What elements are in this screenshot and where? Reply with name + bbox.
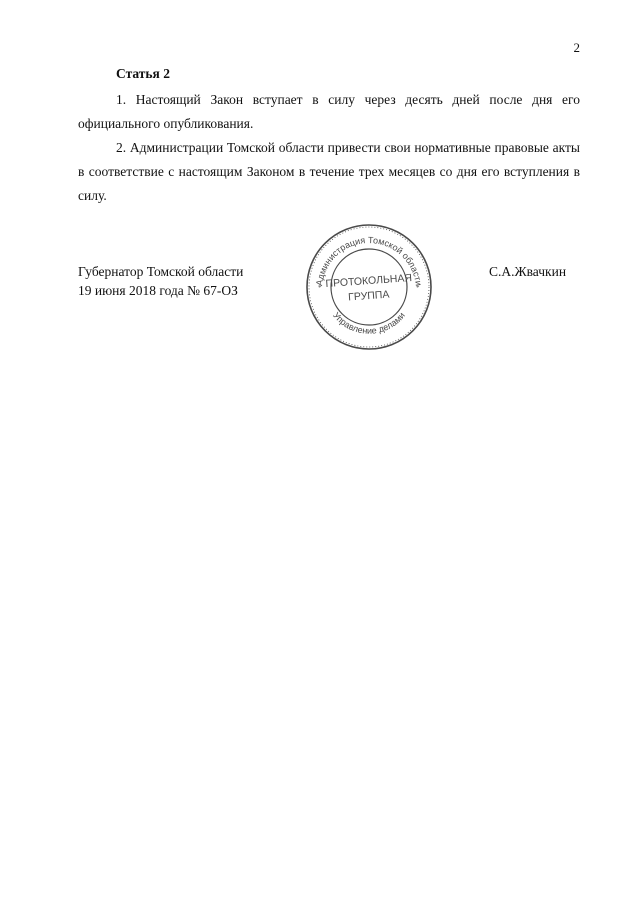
stamp-star-right: * bbox=[416, 284, 420, 292]
stamp-center-line-2: ГРУППА bbox=[347, 288, 390, 304]
stamp-center-line-1: ПРОТОКОЛЬНАЯ bbox=[325, 272, 413, 291]
stamp-top-text: Администрация Томской области bbox=[314, 234, 424, 287]
signatory-role: Губернатор Томской области bbox=[78, 264, 244, 279]
page-number: 2 bbox=[573, 40, 580, 55]
stamp-bottom-text: Управление делами bbox=[331, 310, 407, 336]
article-paragraph-1: 1. Настоящий Закон вступает в силу через десять дней после дня его официального опубликования. bbox=[78, 92, 580, 131]
article-title: Статья 2 bbox=[116, 66, 170, 81]
signatory-name: С.А.Жвачкин bbox=[489, 264, 567, 279]
stamp-star-left: * bbox=[318, 284, 322, 292]
stamp-seal bbox=[304, 222, 434, 352]
law-date-number: 19 июня 2018 года № 67-ОЗ bbox=[78, 283, 238, 298]
article-paragraph-2: 2. Администрации Томской области привести свои нормативные правовые акты в соответствие с настоящим Законом в течение трех месяцев со дня его вступления в силу. bbox=[78, 140, 580, 203]
official-stamp bbox=[304, 222, 434, 352]
